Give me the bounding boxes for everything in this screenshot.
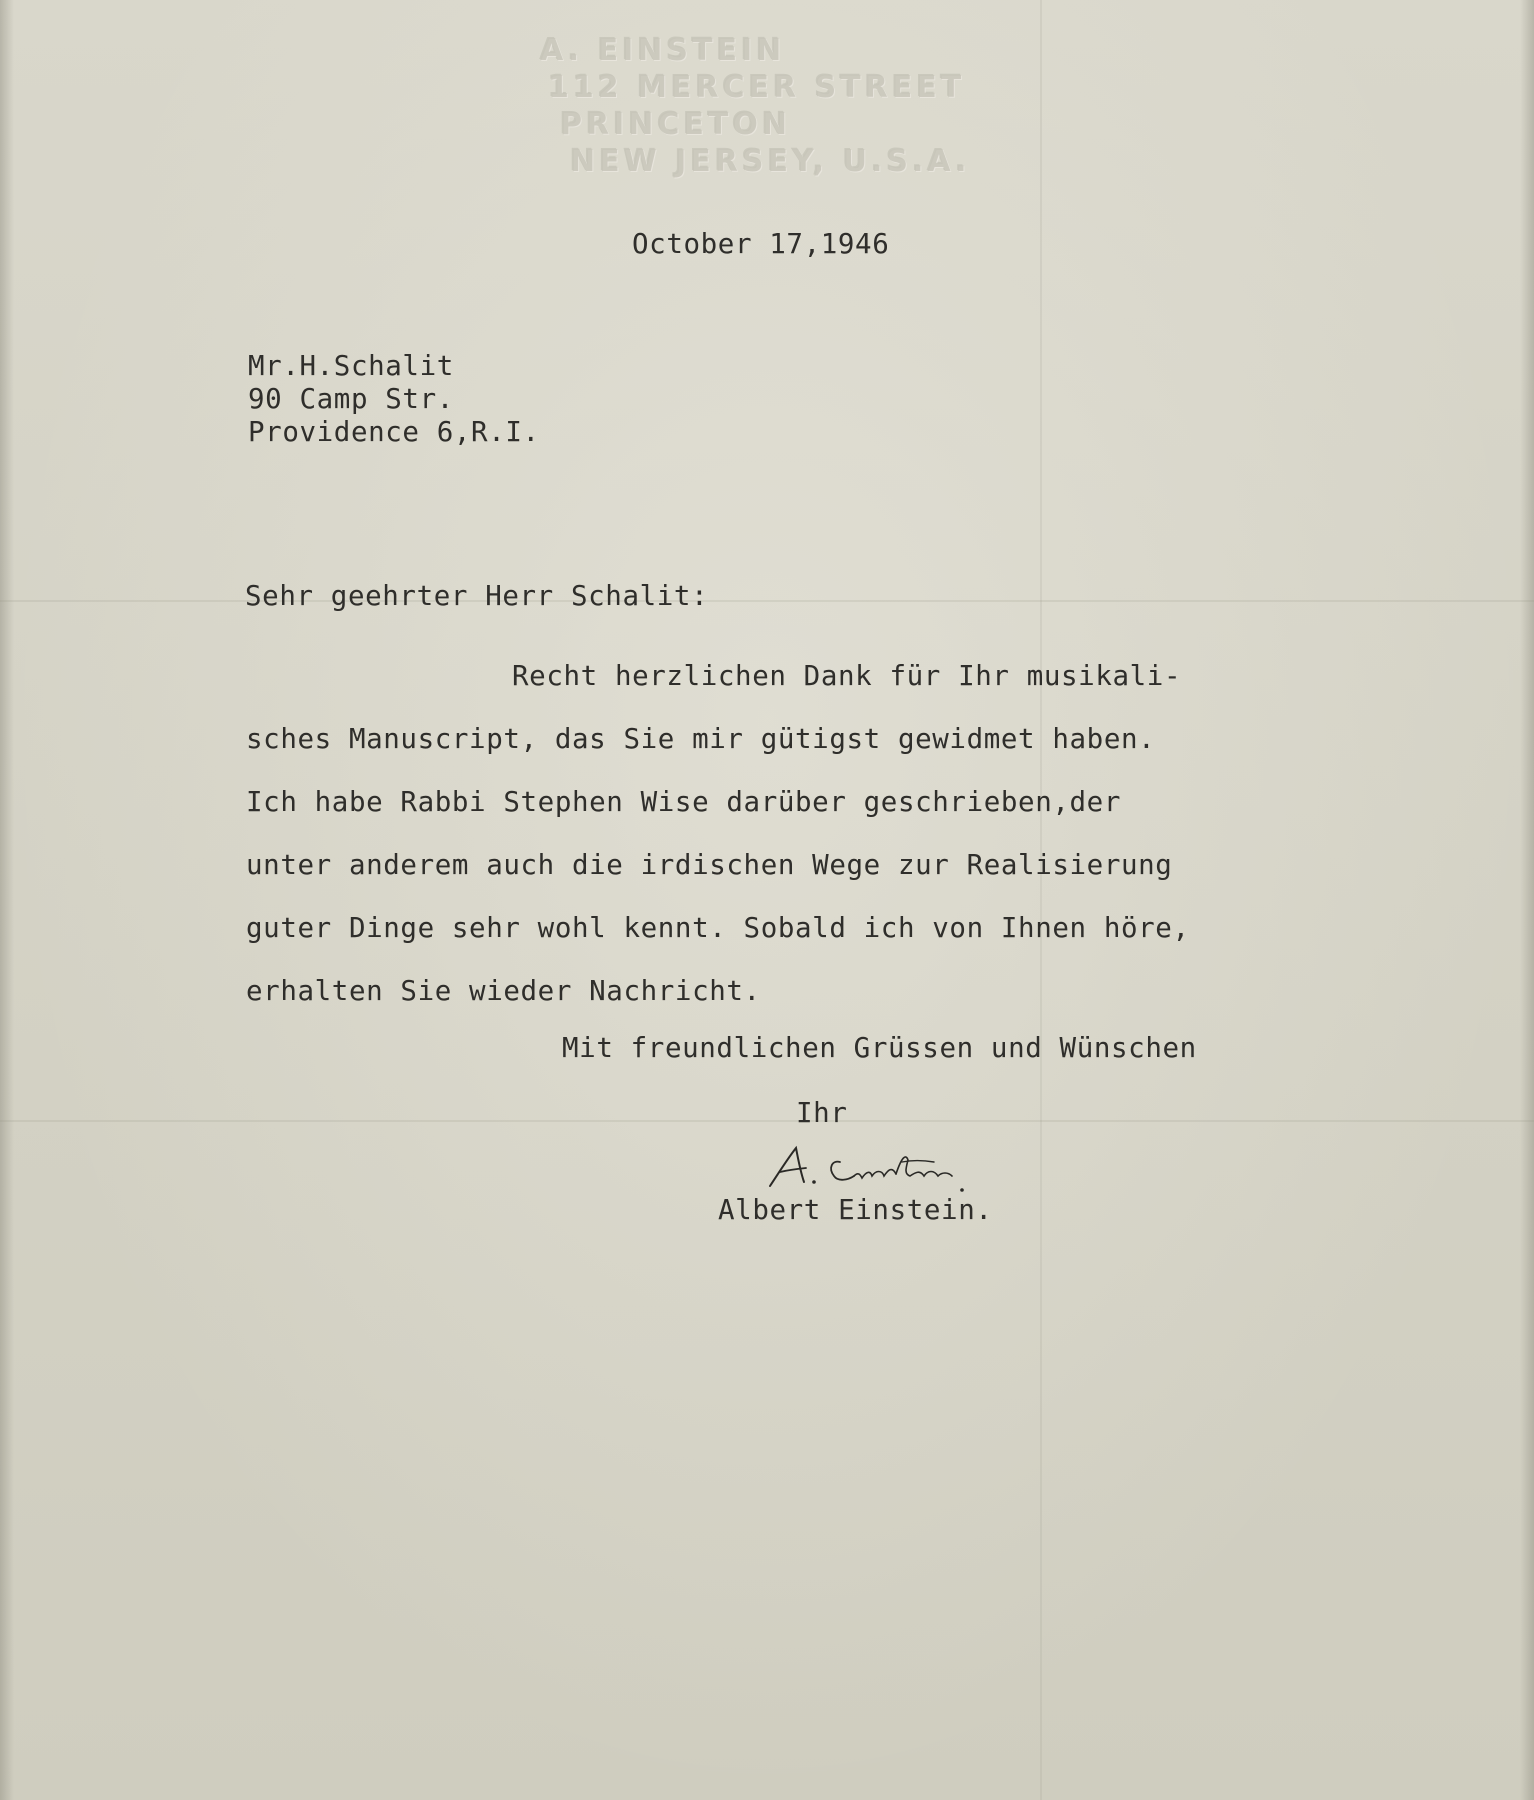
body-line: guter Dinge sehr wohl kennt. Sobald ich von Ihnen höre, <box>246 912 1190 944</box>
closing-phrase: Mit freundlichen Grüssen und Wünschen <box>562 1032 1197 1064</box>
paper-edge-left <box>0 0 14 1800</box>
recipient-city: Providence 6,R.I. <box>248 416 540 448</box>
recipient-name: Mr.H.Schalit <box>248 350 454 382</box>
closing-word: Ihr <box>796 1097 848 1129</box>
fold-line <box>0 600 1534 602</box>
letterhead-line: 112 MERCER STREET <box>548 70 966 105</box>
letter-body <box>246 645 1190 1023</box>
body-line: unter anderem auch die irdischen Wege zur Realisierung <box>246 849 1173 881</box>
recipient-street: 90 Camp Str. <box>248 383 454 415</box>
letter-date: October 17,1946 <box>632 228 890 260</box>
letterhead-line: NEW JERSEY, U.S.A. <box>570 144 971 179</box>
letterhead-line: PRINCETON <box>560 107 791 142</box>
salutation: Sehr geehrter Herr Schalit: <box>245 580 709 612</box>
paper-edge-right <box>1520 0 1534 1800</box>
embossed-letterhead <box>530 32 970 180</box>
recipient-address <box>248 350 540 449</box>
body-line: Recht herzlichen Dank für Ihr musikali- <box>512 660 1182 692</box>
body-line: Ich habe Rabbi Stephen Wise darüber geschrieben,der <box>246 786 1121 818</box>
typed-signature-name: Albert Einstein. <box>718 1194 993 1226</box>
handwritten-signature <box>762 1136 1012 1196</box>
body-line: sches Manuscript, das Sie mir gütigst gewidmet haben. <box>246 723 1156 755</box>
body-line: erhalten Sie wieder Nachricht. <box>246 975 761 1007</box>
fold-line <box>0 1120 1534 1122</box>
letterhead-line: A. EINSTEIN <box>540 33 786 68</box>
